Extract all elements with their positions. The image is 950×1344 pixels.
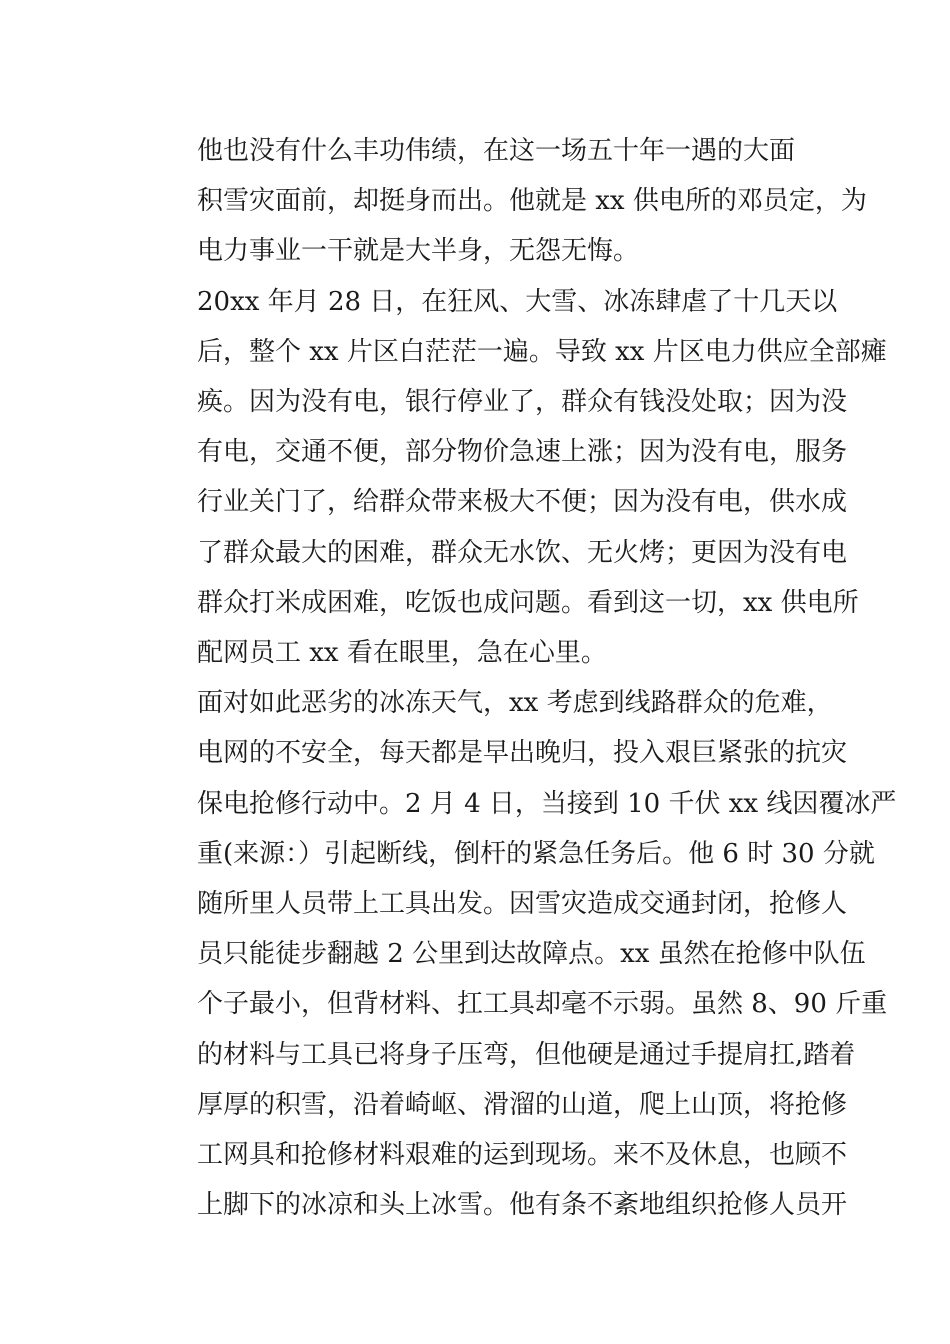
paragraph-3 [145, 678, 897, 1230]
text-line: 重(来源：）引起断线，倒杆的紧急任务后。他 6 时 30 分就 [197, 838, 875, 869]
text-line: 有电，交通不便，部分物价急速上涨；因为没有电，服务 [197, 437, 848, 468]
text-line: 积雪灾面前，却挺身而出。他就是 xx 供电所的邓员定，为 [197, 186, 867, 217]
text-line: 工网具和抢修材料艰难的运到现场。来不及休息，也顾不 [197, 1140, 848, 1171]
text-line: 20xx 年月 28 日，在狂风、大雪、冰冻肆虐了十几天以 [197, 286, 838, 317]
text-line: 行业关门了，给群众带来极大不便；因为没有电，供水成 [197, 487, 848, 518]
text-line: 痪。因为没有电，银行停业了，群众有钱没处取；因为没 [197, 387, 848, 418]
text-line: 群众打米成困难，吃饭也成问题。看到这一切，xx 供电所 [197, 587, 859, 618]
text-line: 他也没有什么丰功伟绩，在这一场五十年一遇的大面 [197, 136, 796, 166]
text-line: 电力事业一干就是大半身，无怨无悔。 [197, 236, 640, 267]
document-page [145, 126, 897, 1230]
text-line: 个子最小，但背材料、扛工具却毫不示弱。虽然 8、90 斤重 [197, 989, 888, 1020]
text-line: 随所里人员带上工具出发。因雪灾造成交通封闭，抢修人 [197, 889, 848, 920]
text-line: 员只能徒步翻越 2 公里到达故障点。xx 虽然在抢修中队伍 [197, 939, 866, 970]
text-line: 配网员工 xx 看在眼里，急在心里。 [197, 638, 607, 669]
paragraph-2 [145, 277, 887, 679]
paragraph-1 [145, 126, 867, 277]
text-line: 厚厚的积雪，沿着崎岖、滑溜的山道，爬上山顶，将抢修 [197, 1089, 848, 1120]
text-line: 了群众最大的困难，群众无水饮、无火烤；更因为没有电 [197, 537, 848, 568]
text-line: 电网的不安全，每天都是早出晚归，投入艰巨紧张的抗灾 [197, 738, 848, 769]
text-line: 后，整个 xx 片区白茫茫一遍。导致 xx 片区电力供应全部瘫 [197, 336, 887, 367]
text-line: 保电抢修行动中。2 月 4 日，当接到 10 千伏 xx 线因覆冰严 [197, 788, 897, 819]
text-line: 的材料与工具已将身子压弯，但他硬是通过手提肩扛,踏着 [197, 1039, 856, 1070]
text-line: 面对如此恶劣的冰冻天气，xx 考虑到线路群众的危难， [197, 688, 833, 719]
text-line: 上脚下的冰凉和头上冰雪。他有条不紊地组织抢修人员开 [197, 1190, 848, 1221]
